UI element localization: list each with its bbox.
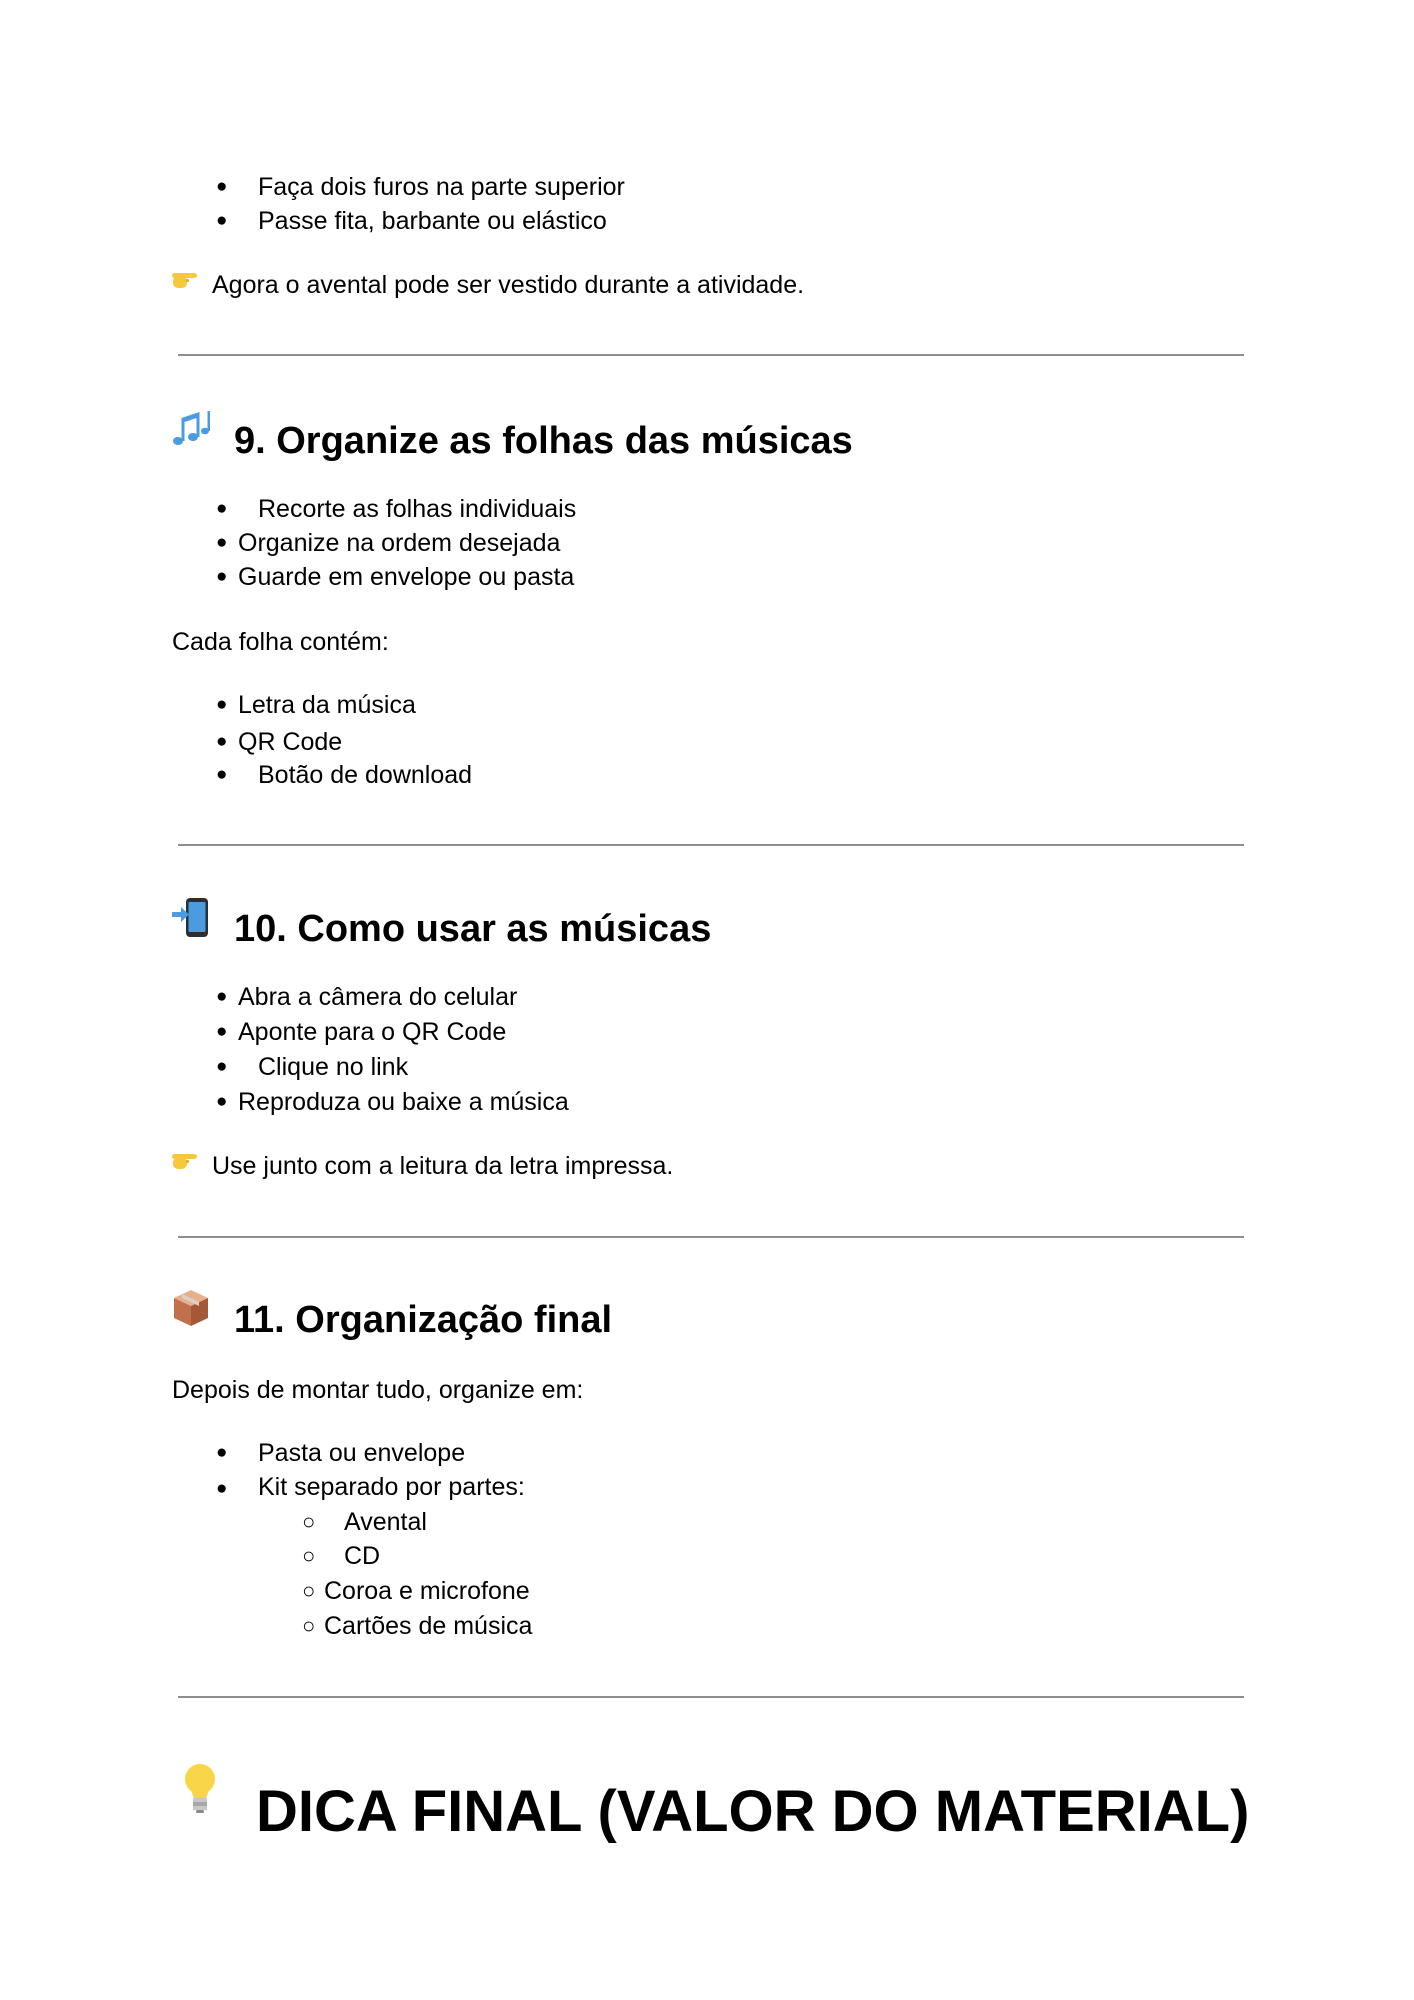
paragraph: Depois de montar tudo, organize em: (172, 1376, 584, 1404)
list-item: QR Code (238, 728, 343, 756)
list-bullet: ● (216, 764, 228, 785)
list-bullet: ● (216, 176, 228, 197)
list-item: Aponte para o QR Code (238, 1018, 507, 1046)
list-item: Letra da música (238, 691, 416, 719)
list-item: Botão de download (258, 761, 473, 789)
sub-bullet: ○ (302, 1578, 316, 1603)
list-item: Passe fita, barbante ou elástico (258, 207, 607, 235)
divider (178, 1696, 1244, 1698)
divider (178, 1236, 1244, 1238)
list-bullet: ● (216, 1478, 228, 1499)
list-bullet: ● (216, 1056, 228, 1077)
section-11-title: 11. Organização final (234, 1299, 613, 1341)
section-10-title: 10. Como usar as músicas (234, 908, 712, 950)
light-bulb-icon (180, 1762, 220, 1816)
section-9-title: 9. Organize as folhas das músicas (234, 420, 853, 462)
list-bullet: ● (216, 1091, 228, 1112)
list-bullet: ● (216, 1442, 228, 1463)
divider (178, 354, 1244, 356)
backhand-index-pointing-right-icon (170, 1149, 200, 1171)
list-item: Reproduza ou baixe a música (238, 1088, 569, 1116)
divider (178, 844, 1244, 846)
backhand-index-pointing-right-icon (170, 268, 200, 290)
mobile-phone-arrow-icon (170, 896, 214, 940)
sub-bullet: ○ (302, 1613, 316, 1638)
sub-list-item: Cartões de música (324, 1612, 533, 1640)
sub-list-item: CD (344, 1542, 381, 1570)
list-bullet: ● (216, 694, 228, 715)
sub-bullet: ○ (302, 1509, 316, 1534)
note-text: Agora o avental pode ser vestido durante a atividade. (212, 271, 805, 299)
list-bullet: ● (216, 498, 228, 519)
list-item: Recorte as folhas individuais (258, 495, 577, 523)
musical-notes-icon (170, 408, 214, 450)
list-bullet: ● (216, 1021, 228, 1042)
sub-bullet: ○ (302, 1543, 316, 1568)
sub-list-item: Avental (344, 1508, 427, 1536)
list-bullet: ● (216, 986, 228, 1007)
list-item: Guarde em envelope ou pasta (238, 563, 575, 591)
page-title: DICA FINAL (VALOR DO MATERIAL) (256, 1779, 1250, 1844)
list-bullet: ● (216, 566, 228, 587)
list-item: Abra a câmera do celular (238, 983, 518, 1011)
list-item: Organize na ordem desejada (238, 529, 561, 557)
list-item: Faça dois furos na parte superior (258, 173, 625, 201)
note-text: Use junto com a leitura da letra impressa. (212, 1152, 674, 1180)
list-item: Pasta ou envelope (258, 1439, 466, 1467)
list-bullet: ● (216, 210, 228, 231)
sub-list-item: Coroa e microfone (324, 1577, 530, 1605)
list-bullet: ● (216, 731, 228, 752)
list-item: Kit separado por partes: (258, 1473, 525, 1501)
list-bullet: ● (216, 532, 228, 553)
paragraph: Cada folha contém: (172, 628, 389, 656)
package-icon (172, 1288, 210, 1328)
list-item: Clique no link (258, 1053, 409, 1081)
